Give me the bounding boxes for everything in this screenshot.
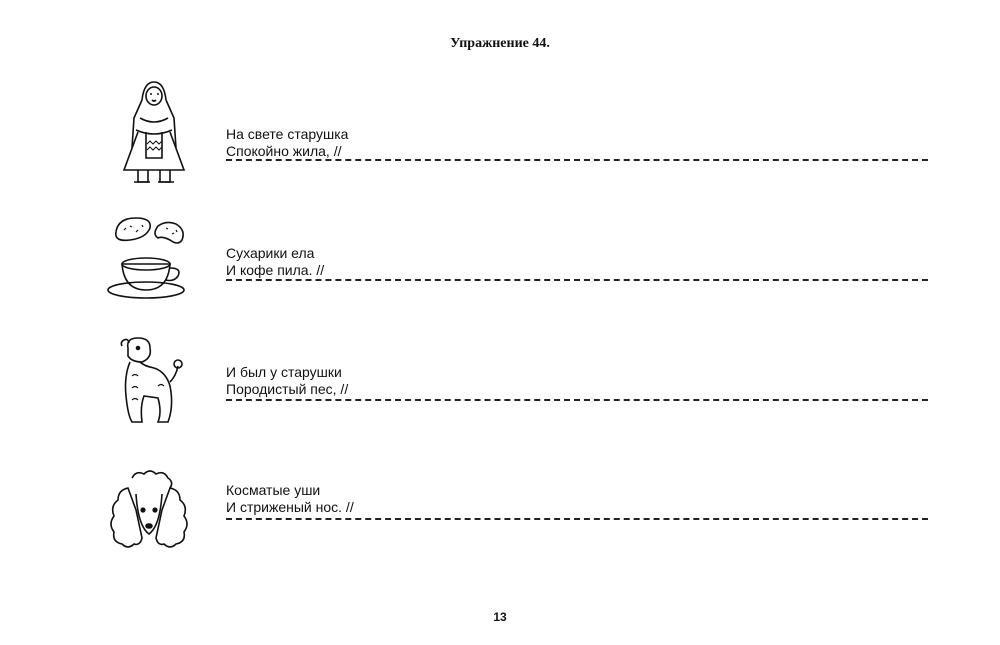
- writing-line-2: [226, 279, 928, 281]
- stanza-2: [226, 245, 324, 279]
- stanza-3-line-1: И был у старушки: [226, 364, 342, 380]
- stanza-4-line-2: И стриженый нос. //: [226, 499, 354, 515]
- stanza-4: [226, 482, 354, 516]
- stanza-2-line-2: И кофе пила. //: [226, 262, 325, 278]
- writing-line-1: [226, 159, 928, 161]
- exercise-title: Упражнение 44.: [450, 36, 550, 51]
- page-number: 13: [493, 610, 507, 624]
- stanza-1-line-2: Спокойно жила, //: [226, 143, 342, 159]
- writing-line-3: [226, 399, 928, 401]
- poodle-face-icon: [108, 470, 190, 559]
- stanza-4-line-1: Косматые уши: [226, 482, 321, 498]
- stanza-3: [226, 364, 348, 398]
- poodle-icon: [118, 336, 184, 431]
- coffee-rusks-icon: [106, 210, 190, 305]
- stanza-2-line-1: Сухарики ела: [226, 245, 315, 261]
- old-woman-icon: [114, 78, 194, 195]
- writing-line-4: [226, 518, 928, 520]
- stanza-1-line-1: На свете старушка: [226, 126, 349, 142]
- stanza-1: [226, 126, 348, 160]
- stanza-3-line-2: Породистый пес, //: [226, 381, 349, 397]
